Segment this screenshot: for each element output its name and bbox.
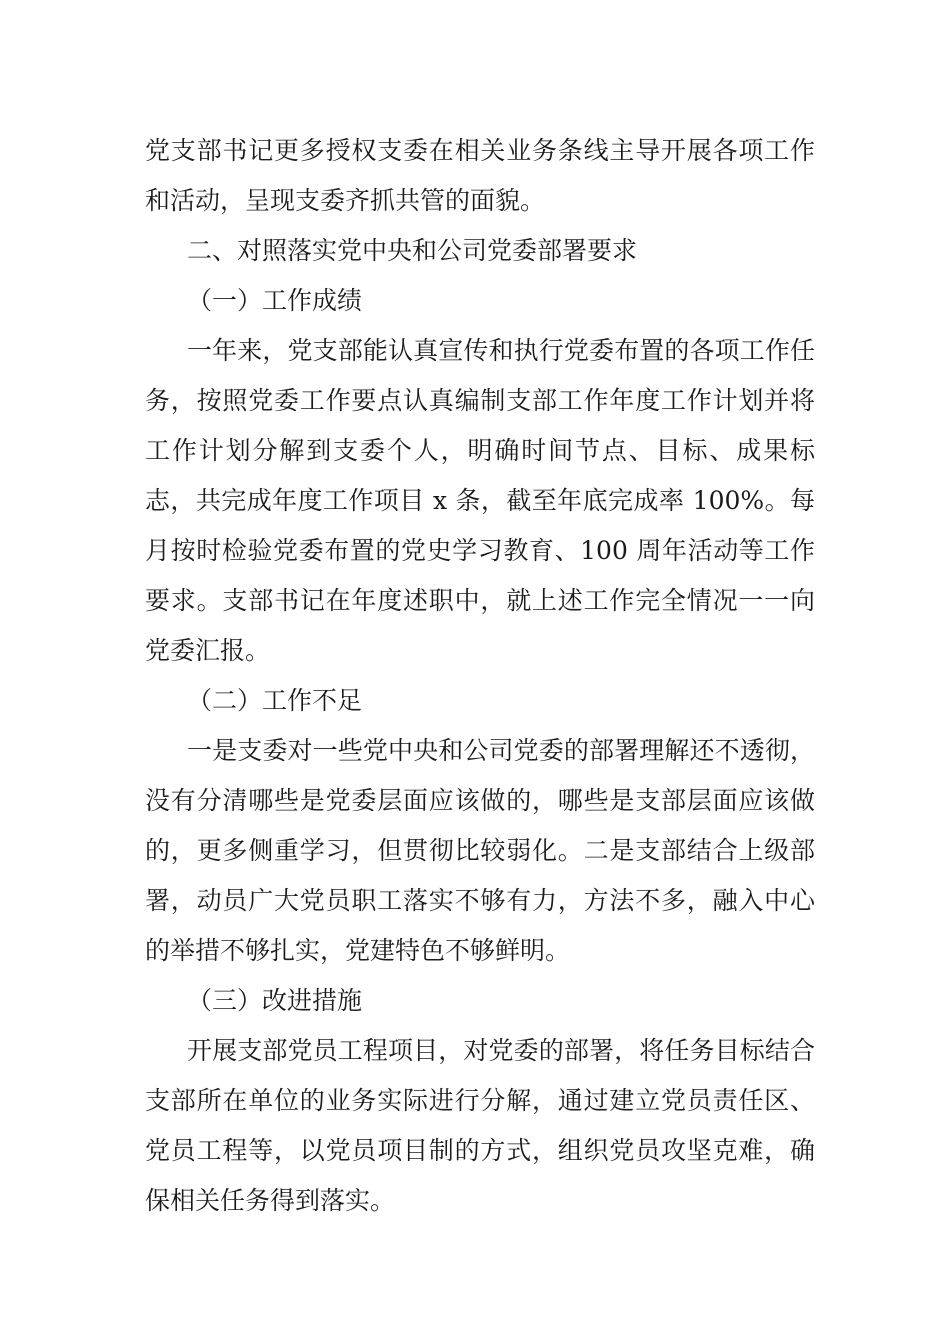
paragraph-achievements: 一年来，党支部能认真宣传和执行党委布置的各项工作任务，按照党委工作要点认真编制支部工作年度工作计划并将工作计划分解到支委个人，明确时间节点、目标、成果标志，共完成年度工作项目 x 条，截至年底完成率 100%。每月按时检验党委布置的党史学习教育、100 周年活动等工作要求。支部书记在年度述职中，就上述工作完全情况一一向党委汇报。 <box>145 336 815 665</box>
paragraph-continued: 党支部书记更多授权支委在相关业务条线主导开展各项工作和活动，呈现支委齐抓共管的面貌。 <box>145 136 815 215</box>
subsection-heading-improvements: （三）改进措施 <box>187 986 363 1015</box>
subsection-heading-shortcomings: （二）工作不足 <box>187 686 363 715</box>
paragraph-improvements: 开展支部党员工程项目，对党委的部署，将任务目标结合支部所在单位的业务实际进行分解，通过建立党员责任区、党员工程等，以党员项目制的方式，组织党员攻坚克难，确保相关任务得到落实。 <box>145 1036 815 1215</box>
subsection-heading-achievements: （一）工作成绩 <box>187 286 363 315</box>
section-heading: 二、对照落实党中央和公司党委部署要求 <box>187 236 638 265</box>
paragraph-shortcomings: 一是支委对一些党中央和公司党委的部署理解还不透彻，没有分清哪些是党委层面应该做的，哪些是支部层面应该做的，更多侧重学习，但贯彻比较弱化。二是支部结合上级部署，动员广大党员职工落实不够有力，方法不多，融入中心的举措不够扎实，党建特色不够鲜明。 <box>145 736 815 965</box>
document-body <box>145 126 815 1226</box>
